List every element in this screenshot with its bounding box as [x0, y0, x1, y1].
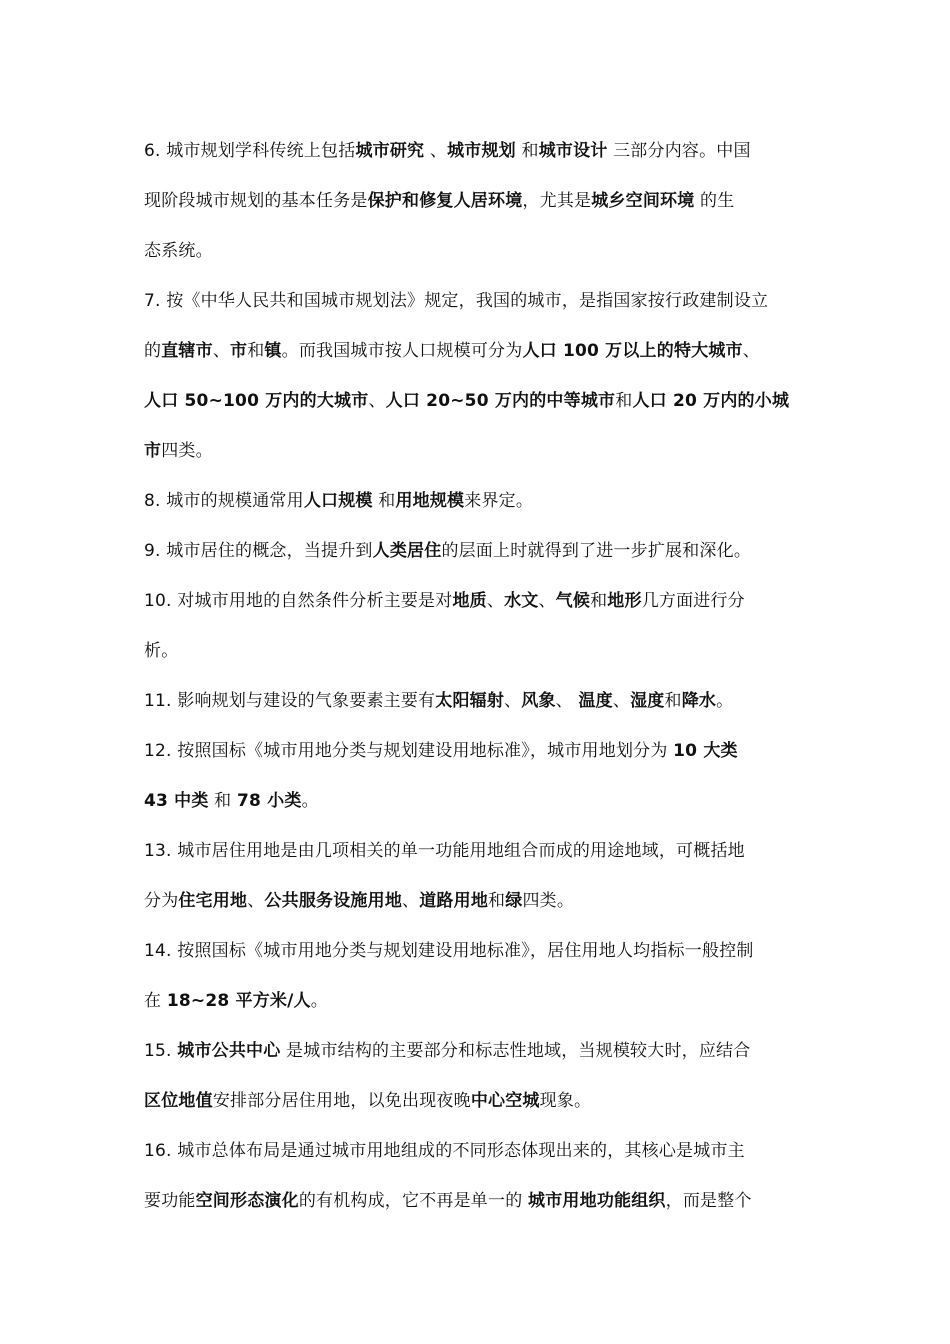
- text-segment: 和: [488, 891, 506, 911]
- bold-term: 太阳辐射: [435, 691, 505, 711]
- text-line: [144, 934, 824, 984]
- text-line: [144, 984, 824, 1034]
- text-segment: 8. 城市的规模通常用: [144, 491, 304, 511]
- text-segment: 三部分内容。中国: [607, 141, 751, 161]
- text-line: [144, 284, 824, 334]
- bold-term: 43 中类: [144, 791, 209, 811]
- text-segment: 14. 按照国标《城市用地分类与规划建设用地标准》，居住用地人均指标一般控制: [144, 941, 754, 961]
- text-segment: 态系统。: [144, 241, 213, 261]
- text-segment: 来界定。: [464, 491, 534, 511]
- text-segment: 15.: [144, 1041, 178, 1061]
- text-segment: 几方面进行分: [641, 591, 745, 611]
- text-segment: 、: [504, 691, 522, 711]
- text-segment: 和: [615, 391, 633, 411]
- text-segment: 是城市结构的主要部分和标志性地域，当规模较大时，应结合: [280, 1041, 751, 1061]
- text-segment: 和: [372, 491, 396, 511]
- text-segment: 、: [212, 341, 231, 361]
- text-segment: ，尤其是: [522, 191, 592, 211]
- text-segment: 现阶段城市规划的基本任务是: [144, 191, 368, 211]
- text-segment: 。: [301, 791, 319, 811]
- text-line: [144, 134, 824, 184]
- text-segment: 12. 按照国标《城市用地分类与规划建设用地标准》，城市用地划分为: [144, 741, 674, 761]
- text-line: [144, 1184, 824, 1234]
- text-segment: 的有机构成，它不再是单一的: [298, 1191, 529, 1211]
- bold-term: 地质: [452, 591, 487, 611]
- text-line: [144, 1084, 824, 1134]
- text-segment: 的层面上时就得到了进一步扩展和深化。: [441, 541, 752, 561]
- text-segment: 析。: [144, 641, 179, 661]
- text-line: [144, 634, 824, 684]
- text-segment: 13. 城市居住用地是由几项相关的单一功能用地组合而成的用途地域，可概括地: [144, 841, 745, 861]
- text-line: [144, 434, 824, 484]
- text-segment: 在: [144, 991, 167, 1011]
- text-line: [144, 684, 824, 734]
- text-segment: 和: [515, 141, 539, 161]
- bold-term: 地形: [607, 591, 642, 611]
- bold-term: 公共服务设施用地: [264, 891, 403, 911]
- bold-term: 气候: [555, 591, 591, 611]
- bold-term: 城市用地功能组织: [528, 1191, 666, 1211]
- bold-term: 人口 20 万内的小城: [632, 391, 790, 411]
- text-segment: 、: [612, 691, 631, 711]
- text-line: [144, 834, 824, 884]
- text-segment: 四类。: [522, 891, 575, 911]
- text-segment: 。而我国城市按人口规模可分为: [281, 341, 523, 361]
- text-line: [144, 234, 824, 284]
- bold-term: 市: [230, 341, 248, 361]
- text-segment: 、: [486, 591, 505, 611]
- bold-term: 城市设计: [538, 141, 608, 161]
- bold-term: 78 小类: [237, 791, 302, 811]
- bold-term: 用地规模: [395, 491, 465, 511]
- bold-term: 风象: [521, 691, 556, 711]
- bold-term: 中心空城: [470, 1091, 540, 1111]
- text-segment: 和: [247, 341, 265, 361]
- bold-term: 道路用地: [419, 891, 489, 911]
- bold-term: 降水: [681, 691, 717, 711]
- text-line: [144, 784, 824, 834]
- text-segment: 、: [402, 891, 420, 911]
- text-segment: 要功能: [144, 1191, 196, 1211]
- text-line: [144, 184, 824, 234]
- text-segment: 、: [555, 691, 579, 711]
- text-line: [144, 1034, 824, 1084]
- bold-term: 城市公共中心: [177, 1041, 281, 1061]
- text-segment: 安排部分居住用地，以免出现夜晚: [212, 1091, 471, 1111]
- text-segment: 和: [590, 591, 608, 611]
- text-line: [144, 484, 824, 534]
- bold-term: 人口 50~100 万内的大城市: [144, 391, 369, 411]
- bold-term: 10 大类: [673, 741, 738, 761]
- text-segment: 。: [716, 691, 734, 711]
- text-segment: 和: [664, 691, 682, 711]
- text-segment: 分为: [144, 891, 179, 911]
- document-body: [144, 134, 824, 1234]
- text-segment: 、: [247, 891, 265, 911]
- bold-term: 镇: [264, 341, 282, 361]
- text-segment: 和: [208, 791, 237, 811]
- text-segment: 9. 城市居住的概念，当提升到: [144, 541, 373, 561]
- text-segment: 7. 按《中华人民共和国城市规划法》规定，我国的城市，是指国家按行政建制设立: [144, 291, 769, 311]
- text-line: [144, 884, 824, 934]
- text-segment: ，而是整个: [665, 1191, 752, 1211]
- bold-term: 保护和修复人居环境: [367, 191, 523, 211]
- text-segment: 。: [310, 991, 328, 1011]
- text-line: [144, 584, 824, 634]
- text-line: [144, 534, 824, 584]
- text-segment: 四类。: [161, 441, 213, 461]
- bold-term: 温度: [578, 691, 613, 711]
- bold-term: 人口 20~50 万内的中等城市: [385, 391, 616, 411]
- text-segment: 11. 影响规划与建设的气象要素主要有: [144, 691, 436, 711]
- text-segment: 、: [424, 141, 448, 161]
- text-segment: 的生: [694, 191, 735, 211]
- bold-term: 绿: [505, 891, 523, 911]
- bold-term: 水文: [504, 591, 539, 611]
- text-line: [144, 384, 824, 434]
- text-segment: 、: [538, 591, 556, 611]
- bold-term: 城市规划: [447, 141, 516, 161]
- bold-term: 市: [144, 441, 162, 461]
- text-line: [144, 734, 824, 784]
- bold-term: 空间形态演化: [195, 1191, 299, 1211]
- bold-term: 人类居住: [372, 541, 442, 561]
- bold-term: 城乡空间环境: [591, 191, 695, 211]
- text-segment: 16. 城市总体布局是通过城市用地组成的不同形态体现出来的，其核心是城市主: [144, 1141, 745, 1161]
- bold-term: 区位地值: [144, 1091, 213, 1111]
- bold-term: 湿度: [630, 691, 665, 711]
- text-segment: 、: [368, 391, 386, 411]
- bold-term: 人口规模: [303, 491, 373, 511]
- text-line: [144, 334, 824, 384]
- text-segment: 10. 对城市用地的自然条件分析主要是对: [144, 591, 453, 611]
- bold-term: 住宅用地: [178, 891, 248, 911]
- bold-term: 18~28 平方米/人: [166, 991, 311, 1011]
- text-line: [144, 1134, 824, 1184]
- text-segment: 现象。: [539, 1091, 592, 1111]
- text-segment: 、: [742, 341, 760, 361]
- bold-term: 人口 100 万以上的特大城市: [522, 341, 743, 361]
- bold-term: 直辖市: [161, 341, 213, 361]
- text-segment: 的: [144, 341, 162, 361]
- text-segment: 6. 城市规划学科传统上包括: [144, 141, 356, 161]
- bold-term: 城市研究: [355, 141, 425, 161]
